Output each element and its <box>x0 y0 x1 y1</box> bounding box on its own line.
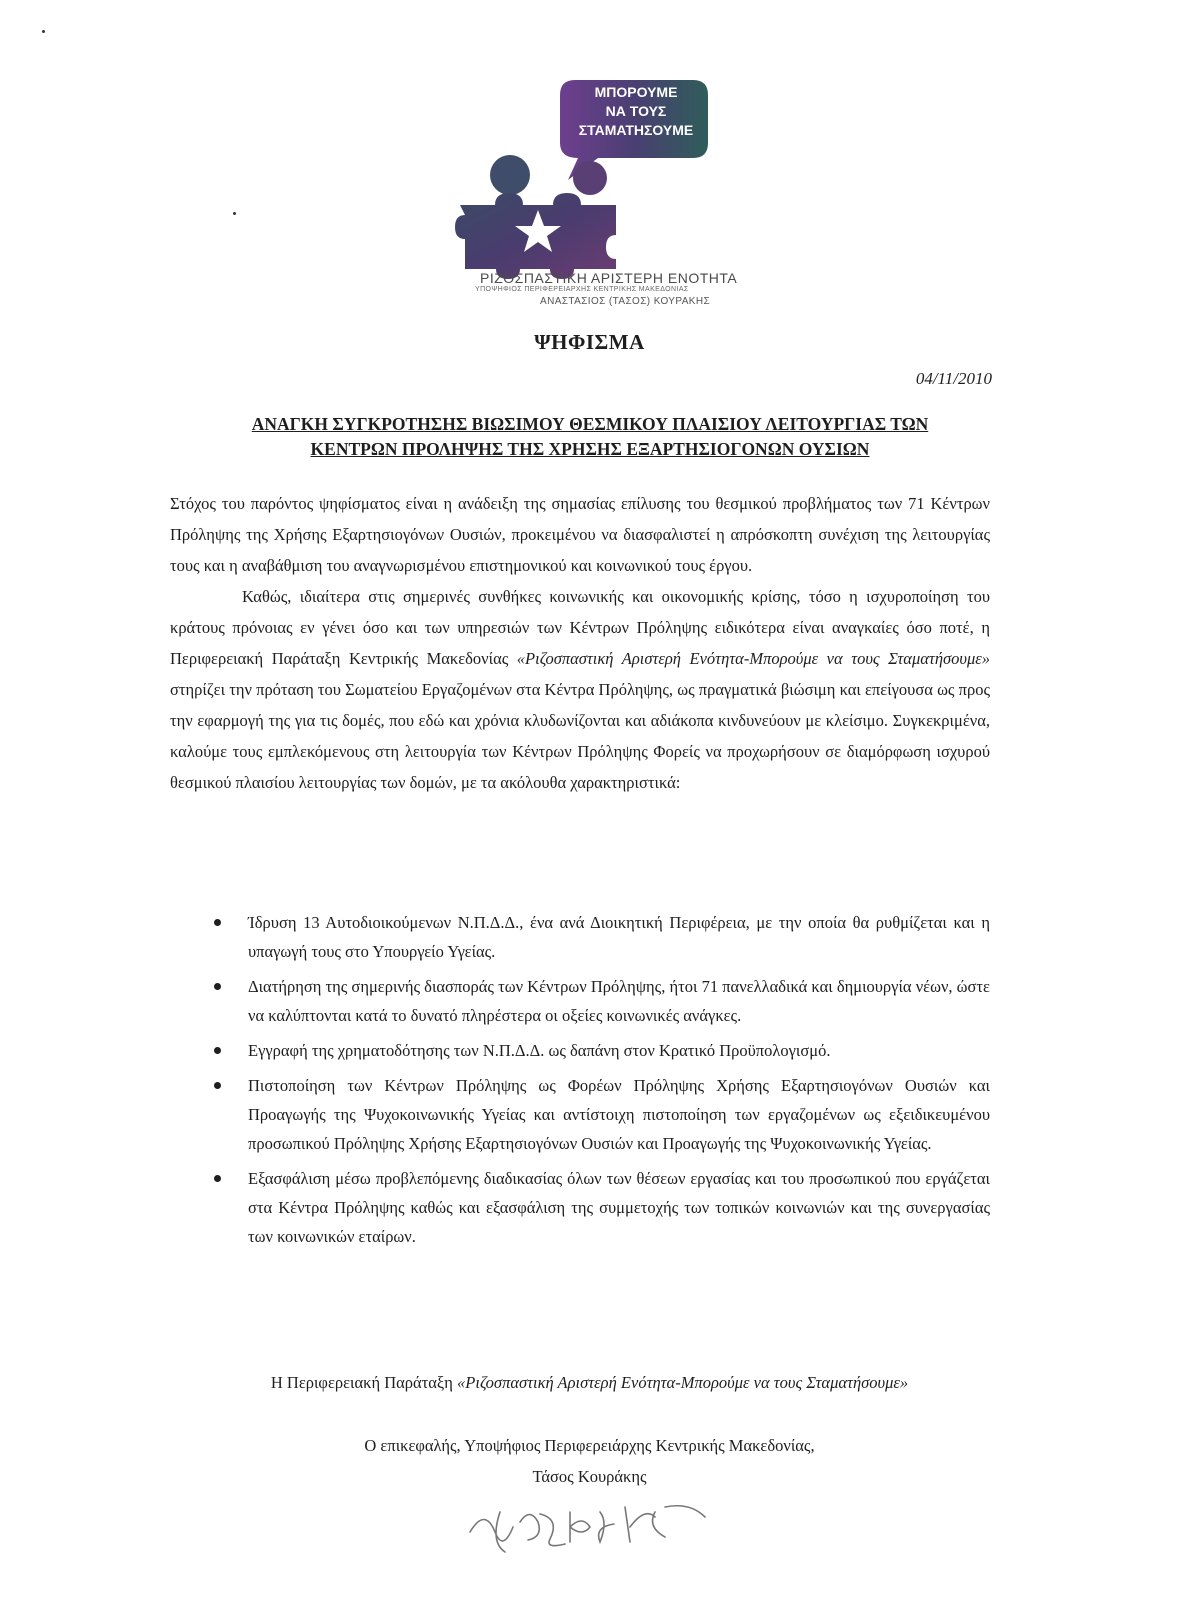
handwritten-signature <box>460 1492 720 1562</box>
closing-prefix: Η Περιφερειακή Παράταξη <box>270 1373 458 1392</box>
demands-list <box>210 908 990 1257</box>
closing-line <box>0 1373 1179 1393</box>
document-date: 04/11/2010 <box>915 369 992 388</box>
list-item: Εγγραφή της χρηματοδότησης των Ν.Π.Δ.Δ. ως δαπάνη στον Κρατικό Προϋπολογισμό. <box>210 1036 990 1065</box>
party-name-italic: «Ριζοσπαστική Αριστερή Ενότητα-Μπορούμε να τους Σταματήσουμε» <box>516 649 990 668</box>
heading-line-1: ΑΝΑΓΚΗ ΣΥΓΚΡΟΤΗΣΗΣ ΒΙΩΣΙΜΟΥ ΘΕΣΜΙΚΟΥ ΠΛΑΙΣΙΟΥ ΛΕΙΤΟΥΡΓΙΑΣ ΤΩΝ <box>251 414 929 434</box>
candidate-name: ΑΝΑΣΤΑΣΙΟΣ (ΤΑΣΟΣ) ΚΟΥΡΑΚΗΣ <box>540 296 711 307</box>
list-item: Διατήρηση της σημερινής διασποράς των Κέντρων Πρόληψης, ήτοι 71 πανελλαδικά και δημιουργία νέων, ώστε να καλύπτονται κατά το δυνατό πληρέστερα οι οξείες κοινωνικές ανάγκες. <box>210 972 990 1030</box>
paragraph-proposal-start: Καθώς, ιδιαίτερα στις σημερινές συνθήκες κοινωνικής και οικονομικής κρίσης, τόσο η ισχυροποίηση του κράτους πρόνοιας εν γένει όσο και των υπηρεσιών των Κέντρων Πρόληψης ειδικότερα είναι αναγκαίες όσο ποτέ, η Περιφερειακή Παράταξη Κεντρικής Μακεδονίας <box>170 587 990 668</box>
paragraph-intro: Στόχος του παρόντος ψηφίσματος είναι η ανάδειξη της σημασίας επίλυσης του θεσμικού προβλήματος των 71 Κέντρων Πρόληψης της Χρήσης Εξαρτησιογόνων Ουσιών, προκειμένου να διασφαλιστεί η απρόσκοπτη συνέχιση της λειτουργίας τους και η αναβάθμιση του αναγνωρισμένου επιστημονικού και κοινωνικού τους έργου. <box>170 494 990 575</box>
bubble-line-1: ΜΠΟΡΟΥΜΕ <box>594 84 678 100</box>
closing-party: «Ριζοσπαστική Αριστερή Ενότητα-Μπορούμε να τους Σταματήσουμε» <box>457 1373 909 1392</box>
bubble-line-3: ΣΤΑΜΑΤΗΣΟΥΜΕ <box>578 122 694 138</box>
scan-speck <box>233 212 236 215</box>
scan-speck <box>42 30 45 33</box>
document-heading <box>150 412 1030 462</box>
candidate-title: ΥΠΟΨΗΦΙΟΣ ΠΕΡΙΦΕΡΕΙΑΡΧΗΣ ΚΕΝΤΡΙΚΗΣ ΜΑΚΕΔΟΝΙΑΣ <box>475 286 689 293</box>
document-type: ΨΗΦΙΣΜΑ <box>534 330 645 354</box>
list-item: Εξασφάλιση μέσω προβλεπόμενης διαδικασίας όλων των θέσεων εργασίας και του προσωπικού που εργάζεται στα Κέντρα Πρόληψης καθώς και εξασφάλιση της συμμετοχής των τοπικών κοινωνιών και της συνεργασίας των κοινωνικών εταίρων. <box>210 1164 990 1251</box>
signer-name: Τάσος Κουράκης <box>532 1467 647 1486</box>
document-body <box>170 488 990 798</box>
party-name: ΡΙΖΟΣΠΑΣΤΙΚΗ ΑΡΙΣΤΕΡΗ ΕΝΟΤΗΤΑ <box>480 270 738 286</box>
list-item: Ίδρυση 13 Αυτοδιοικούμενων Ν.Π.Δ.Δ., ένα ανά Διοικητική Περιφέρεια, με την οποία θα ρυθμίζεται και η υπαγωγή τους στο Υπουργείο Υγείας. <box>210 908 990 966</box>
heading-line-2: ΚΕΝΤΡΩΝ ΠΡΟΛΗΨΗΣ ΤΗΣ ΧΡΗΣΗΣ ΕΞΑΡΤΗΣΙΟΓΟΝΩΝ ΟΥΣΙΩΝ <box>310 439 870 459</box>
list-item: Πιστοποίηση των Κέντρων Πρόληψης ως Φορέων Πρόληψης Χρήσης Εξαρτησιογόνων Ουσιών και Προαγωγής της Ψυχοκοινωνικής Υγείας και αντίστοιχη πιστοποίηση των εργαζομένων ως εξειδικευμένου προσωπικού Πρόληψης Χρήσης Εξαρτησιογόνων Ουσιών και Προαγωγής της Ψυχοκοινωνικής Υγείας. <box>210 1071 990 1158</box>
paragraph-proposal <box>170 581 990 798</box>
bubble-line-2: ΝΑ ΤΟΥΣ <box>605 103 667 119</box>
signer-role: Ο επικεφαλής, Υποψήφιος Περιφερειάρχης Κεντρικής Μακεδονίας, <box>364 1436 815 1455</box>
paragraph-proposal-end: στηρίζει την πρόταση του Σωματείου Εργαζομένων στα Κέντρα Πρόληψης, ως πραγματικά βιώσιμη και επείγουσα ως προς την εφαρμογή της για τις δομές, που εδώ και χρόνια κλυδωνίζονται και αδιάκοπα κινδυνεύουν με κλείσιμο. Συγκεκριμένα, καλούμε τους εμπλεκόμενους στη λειτουργία των Κέντρων Πρόληψης Φορείς να προχωρήσουν σε διαμόρφωση ισχυρού θεσμικού πλαισίου λειτουργίας των δομών, με τα ακόλουθα χαρακτηριστικά: <box>170 680 990 792</box>
